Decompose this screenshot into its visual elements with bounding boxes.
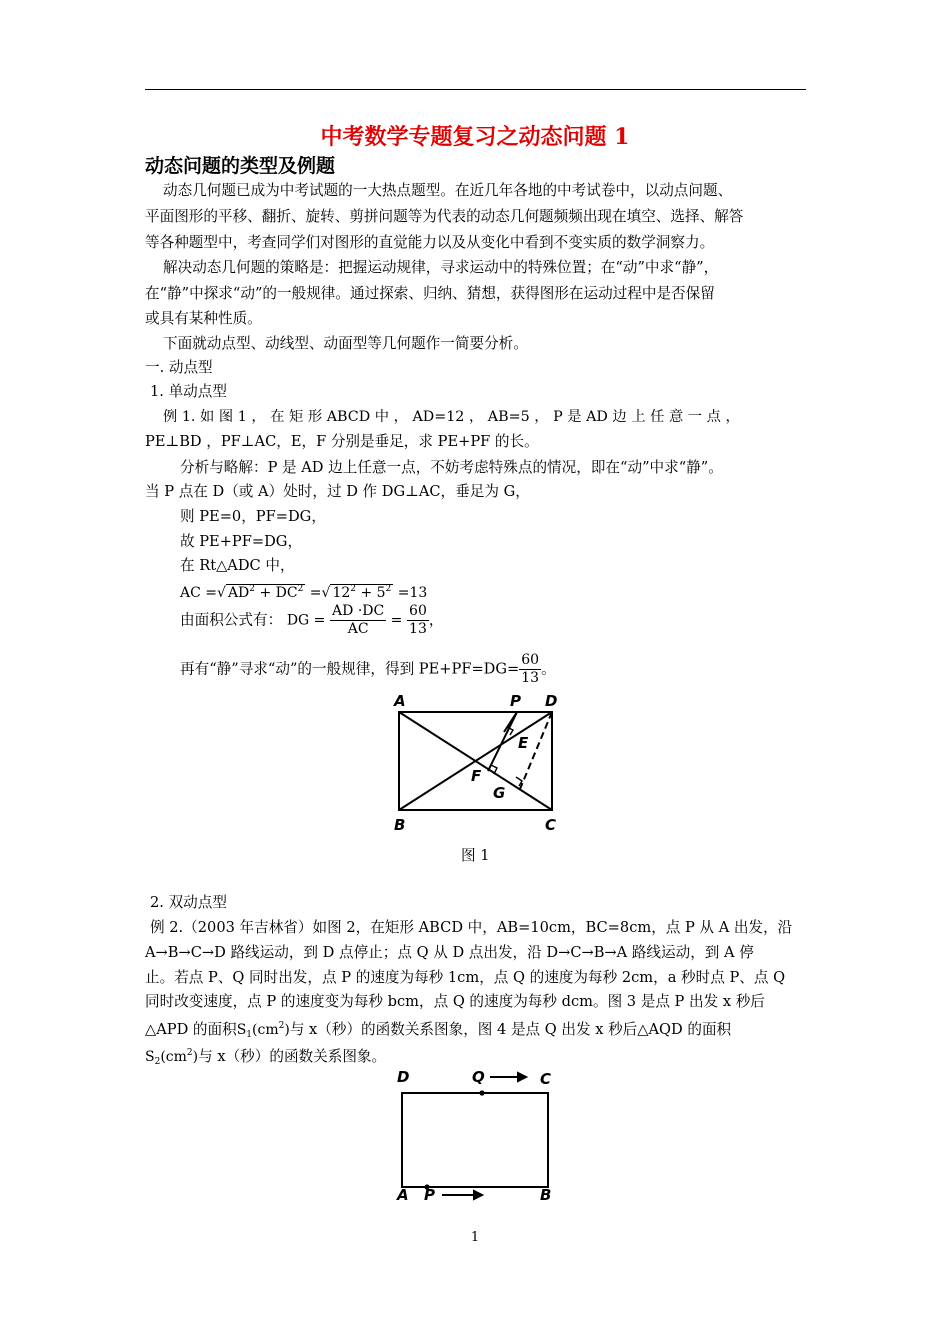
label-p: P: [510, 692, 521, 710]
sub1-heading: 1. 单动点型: [150, 383, 227, 400]
strategy-line-3: 或具有某种性质。: [145, 310, 262, 327]
analysis-line-2: 当 P 点在 D（或 A）处时，过 D 作 DG⊥AC，垂足为 G，: [145, 483, 530, 500]
analysis-line-1: 分析与略解：P 是 AD 边上任意一点，不妨考虑特殊点的情况，即在“动”中求“静”。: [180, 459, 723, 476]
p-arrow-head: [474, 1191, 482, 1199]
example2-line-2: A→B→C→D 路线运动，到 D 点停止；点 Q 从 D 点出发，沿 D→C→B→A 路线运动，到 A 停: [145, 944, 754, 961]
label-p: P: [424, 1186, 435, 1204]
label-c: C: [545, 816, 557, 834]
example2-line-5: △APD 的面积$S_1(cm^2)$与 x（秒）的函数关系图象，图 4 是点 Q 出发 x 秒后△AQD 的面积: [145, 1021, 732, 1040]
analysis-step-2: 故 PE+PF=DG，: [180, 533, 303, 550]
label-e: E: [518, 734, 529, 752]
label-d: D: [545, 692, 558, 710]
label-f: F: [471, 767, 482, 785]
dg-fraction: $\frac{AD \cdot DC}{AC}$: [332, 603, 385, 637]
dg-formula: 由面积公式有： DG = $\frac{AD \cdot DC}{AC}$ = $\frac{60}{13}$ ，: [180, 603, 444, 637]
label-c: C: [540, 1070, 552, 1088]
intro-line-2: 平面图形的平移、翻折、旋转、剪拼问题等为代表的动态几何题频频出现在填空、选择、解答: [145, 208, 744, 225]
intro-line-3: 等各种题型中，考查同学们对图形的直觉能力以及从变化中看到不变实质的数学洞察力。: [145, 234, 715, 251]
label-a: A: [394, 692, 406, 710]
sixty-thirteenths-fraction: $\frac{60}{13}$: [409, 603, 427, 637]
label-g: G: [493, 784, 506, 802]
analysis-step-1: 则 PE=0，PF=DG，: [180, 508, 326, 525]
figure-1: [385, 688, 570, 838]
label-d: D: [397, 1068, 410, 1086]
section-heading: 动态问题的类型及例题: [145, 155, 336, 177]
rectangle-abcd: [402, 1093, 548, 1187]
example2-line-3: 止。若点 P、Q 同时出发，点 P 的速度为每秒 1cm，点 Q 的速度为每秒 2cm，a 秒时点 P、点 Q: [145, 969, 786, 986]
page-title: 中考数学专题复习之动态问题 1: [320, 124, 630, 150]
overview-line: 下面就动点型、动线型、动面型等几何题作一简要分析。: [163, 335, 528, 352]
example2-line-1: 例 2.（2003 年吉林省）如图 2，在矩形 ABCD 中，AB=10cm，BC=8cm，点 P 从 A 出发，沿: [150, 919, 793, 936]
label-b: B: [540, 1186, 552, 1204]
segment-pf: [488, 712, 517, 771]
q-arrow-head: [518, 1073, 526, 1081]
figure-2: [390, 1063, 570, 1208]
example2-line-4: 同时改变速度，点 P 的速度变为每秒 bcm，点 Q 的速度为每秒 dcm。图 3 是点 P 出发 x 秒后: [145, 993, 765, 1010]
example1-line-1: 例 1. 如 图 1 ， 在 矩 形 ABCD 中 ， AD=12 ， AB=5 ， P 是 AD 边 上 任 意 一 点 ，: [163, 409, 740, 425]
example2-line-6: $S_2(cm^2)$与 x（秒）的函数关系图象。: [145, 1048, 387, 1067]
final-fraction: $\frac{60}{13}$: [521, 652, 540, 686]
part1-heading: 一. 动点型: [145, 359, 213, 376]
strategy-line-1: 解决动态几何题的策略是：把握运动规律，寻求运动中的特殊位置；在“动”中求“静”，: [163, 259, 719, 276]
label-a: A: [397, 1186, 409, 1204]
strategy-line-2: 在“静”中探求“动”的一般规律。通过探索、归纳、猜想，获得图形在运动过程中是否保留: [145, 285, 715, 302]
intro-line-1: 动态几何题已成为中考试题的一大热点题型。在近几年各地的中考试卷中，以动点问题、: [163, 182, 733, 199]
point-q: [479, 1090, 484, 1095]
sub2-heading: 2. 双动点型: [150, 894, 227, 911]
example1-line-2: PE⊥BD ，PF⊥AC，E，F 分别是垂足，求 PE+PF 的长。: [145, 433, 539, 450]
figure-1-caption: 图 1: [461, 847, 490, 864]
page-number: 1: [470, 1230, 480, 1245]
label-b: B: [394, 816, 406, 834]
final-line: 再有“静”寻求“动”的一般规律，得到 PE+PF=DG= $\frac{60}{13}$ 。: [180, 652, 556, 686]
analysis-step-3: 在 Rt△ADC 中，: [180, 557, 295, 574]
header-rule: [145, 89, 806, 90]
ac-formula: AC =√ $AD^2 + DC^2$ =√ $12^2 + 5^2 =13$: [180, 584, 428, 601]
label-q: Q: [472, 1068, 485, 1086]
